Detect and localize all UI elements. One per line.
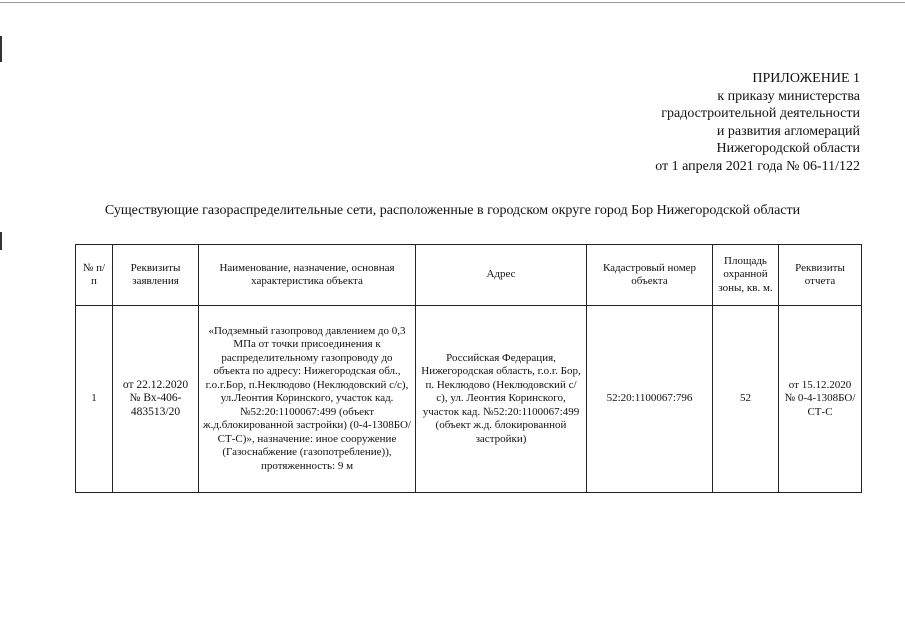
scan-mark-left-1 [0,36,2,62]
cell-area: 52 [713,306,779,493]
table-row [76,306,862,493]
cell-address: Российская Федерация, Нижегородская область, г.о.г. Бор, п. Неклюдово (Неклюдовский с/с), ул. Леонтия Коринского, участок кад. №52:20:1100067:499 (объект ж.д. блокированной застройки) [416,306,587,493]
header-line: Нижегородской области [716,141,860,156]
gas-network-table [75,244,862,493]
cell-cadastral: 52:20:1100067:796 [587,306,713,493]
table-header-row [76,245,862,306]
column-header-report: Реквизиты отчета [779,245,862,306]
header-line: градостроительной деятельности [661,106,860,121]
column-header-num: № п/п [76,245,113,306]
header-line: ПРИЛОЖЕНИЕ 1 [752,71,860,86]
column-header-address: Адрес [416,245,587,306]
column-header-cadastral: Кадастровый номер объекта [587,245,713,306]
column-header-area: Площадь охранной зоны, кв. м. [713,245,779,306]
scan-mark-left-2 [0,232,2,250]
column-header-application: Реквизиты заявления [113,245,199,306]
document-title: Существующие газораспределительные сети, расположенные в городском округе город Бор Нижегородской области [104,203,801,218]
cell-num: 1 [76,306,113,493]
appendix-header [655,70,860,175]
header-line: и развития агломераций [716,123,860,139]
cell-report: от 15.12.2020 № 0-4-1308БО/СТ-С [779,306,862,493]
scan-mark-top [0,2,905,3]
cell-description: «Подземный газопровод давлением до 0,3 МПа от точки присоединения к распределительному газопроводу до объекта по адресу: Нижегородская обл., г.о.г.Бор, п.Неклюдово (Неклюдовский с/с), ул.Леонтия Коринского, участок кад. №52:20:1100067:499 (объект ж.д.блокированной застройки) (0-4-1308БО/СТ-С)», назначение: иное сооружение (Газоснабжение (газопотребление)), протяженность: 9 м [199,306,416,493]
header-line: от 1 апреля 2021 года № 06-11/122 [655,158,860,174]
column-header-description: Наименование, назначение, основная характеристика объекта [199,245,416,306]
cell-application: от 22.12.2020 № Вх-406-483513/20 [113,306,199,493]
header-line: к приказу министерства [717,88,860,104]
